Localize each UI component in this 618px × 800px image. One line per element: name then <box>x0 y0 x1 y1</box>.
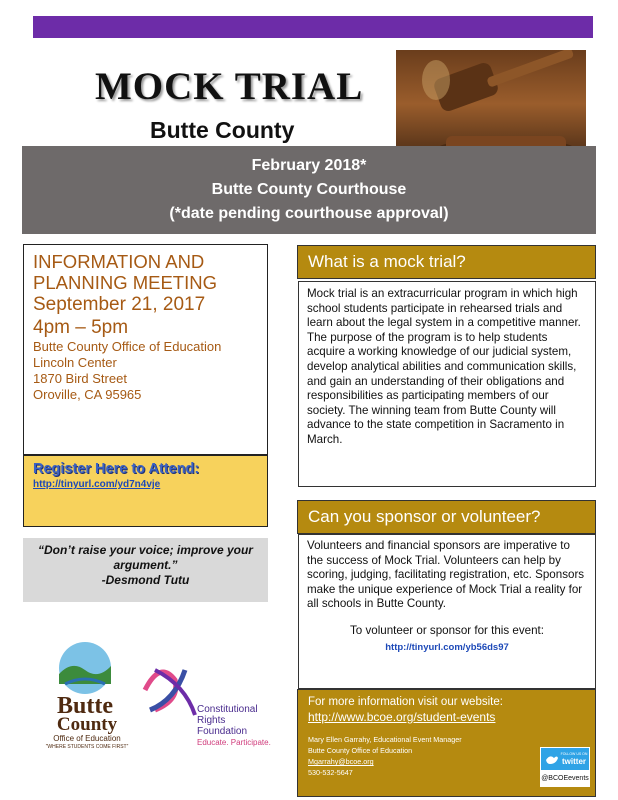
address-line1: Butte County Office of Education <box>33 339 222 354</box>
address-line4: Oroville, CA 95965 <box>33 387 142 402</box>
crf-tagline: Educate. Participate. <box>197 738 271 747</box>
contact-email[interactable]: Mgarrahy@bcoe.org <box>308 757 374 766</box>
twitter-handle-text: @BCOEevents <box>541 775 589 782</box>
sponsor-link[interactable]: http://tinyurl.com/yb56ds97 <box>385 641 509 653</box>
register-box <box>23 455 268 527</box>
top-purple-bar <box>33 16 593 38</box>
butte-county-logo <box>30 640 150 750</box>
logo-tagline-text: “WHERE STUDENTS COME FIRST” <box>45 744 129 750</box>
contact-phone: 530-532-5647 <box>308 768 353 777</box>
crf-logo <box>135 650 285 750</box>
page-subtitle: Butte County <box>150 117 295 143</box>
crf-line1: Constitutional <box>197 704 258 715</box>
what-body: Mock trial is an extracurricular program in which high school students participate in rehearsed trials and learn about the legal system in a competitive manner. The purpose of the program is to help students acquire a working knowledge of our judicial system, develop analytical abilities and communication skills, and gain an understanding of their obligations and responsibilities as participating members of our society. The winning team from Butte County will advance to the state competition in Sacramento in March. <box>298 281 596 487</box>
meeting-time: 4pm – 5pm <box>33 317 129 338</box>
contact-name: Mary Ellen Garrahy, Educational Event Manager <box>308 735 462 744</box>
twitter-follow-text: FOLLOW US ON <box>560 752 588 756</box>
logo-butte-word: Butte <box>57 693 113 719</box>
quote-line1: “Don’t raise your voice; improve your <box>38 543 253 557</box>
sponsor-box <box>298 534 596 689</box>
crf-line3: Foundation <box>197 726 248 737</box>
register-title: Register Here to Attend: <box>33 461 200 477</box>
banner-date: February 2018* <box>251 157 367 174</box>
banner-note: (*date pending courthouse approval) <box>169 205 449 222</box>
event-banner <box>22 146 596 234</box>
info-meeting-box <box>23 244 268 455</box>
address-line2: Lincoln Center <box>33 355 117 370</box>
meeting-date: September 21, 2017 <box>33 294 206 315</box>
info-heading-line1: INFORMATION AND <box>33 251 205 272</box>
quote-author: -Desmond Tutu <box>101 573 190 587</box>
page-title: MOCK TRIAL <box>95 65 364 108</box>
sponsor-body: Volunteers and financial sponsors are imperative to the success of Mock Trial. Volunteers can help by scoring, judging, facilitating registration, etc. Sponsors make the unique experience of Mock Trial a reality for all schools in Butte County. <box>307 539 585 611</box>
twitter-badge[interactable] <box>540 747 590 787</box>
logo-office-text: Office of Education <box>53 734 121 743</box>
twitter-brand-text: twitter <box>562 757 586 766</box>
what-heading: What is a mock trial? <box>297 245 596 279</box>
address-line3: 1870 Bird Street <box>33 371 127 386</box>
quote-box <box>23 538 268 602</box>
register-link[interactable]: http://tinyurl.com/yd7n4vje <box>33 479 161 490</box>
website-link[interactable]: http://www.bcoe.org/student-events <box>308 710 496 724</box>
more-info-text: For more information visit our website: <box>308 696 503 708</box>
info-heading-line2: PLANNING MEETING <box>33 272 217 293</box>
crf-line2: Rights <box>197 715 226 726</box>
contact-org: Butte County Office of Education <box>308 746 413 755</box>
banner-location: Butte County Courthouse <box>211 181 407 198</box>
volunteer-line: To volunteer or sponsor for this event: <box>350 623 544 637</box>
logo-county-word: County <box>56 714 118 735</box>
quote-line2: argument.” <box>113 558 178 572</box>
sponsor-heading: Can you sponsor or volunteer? <box>297 500 596 534</box>
